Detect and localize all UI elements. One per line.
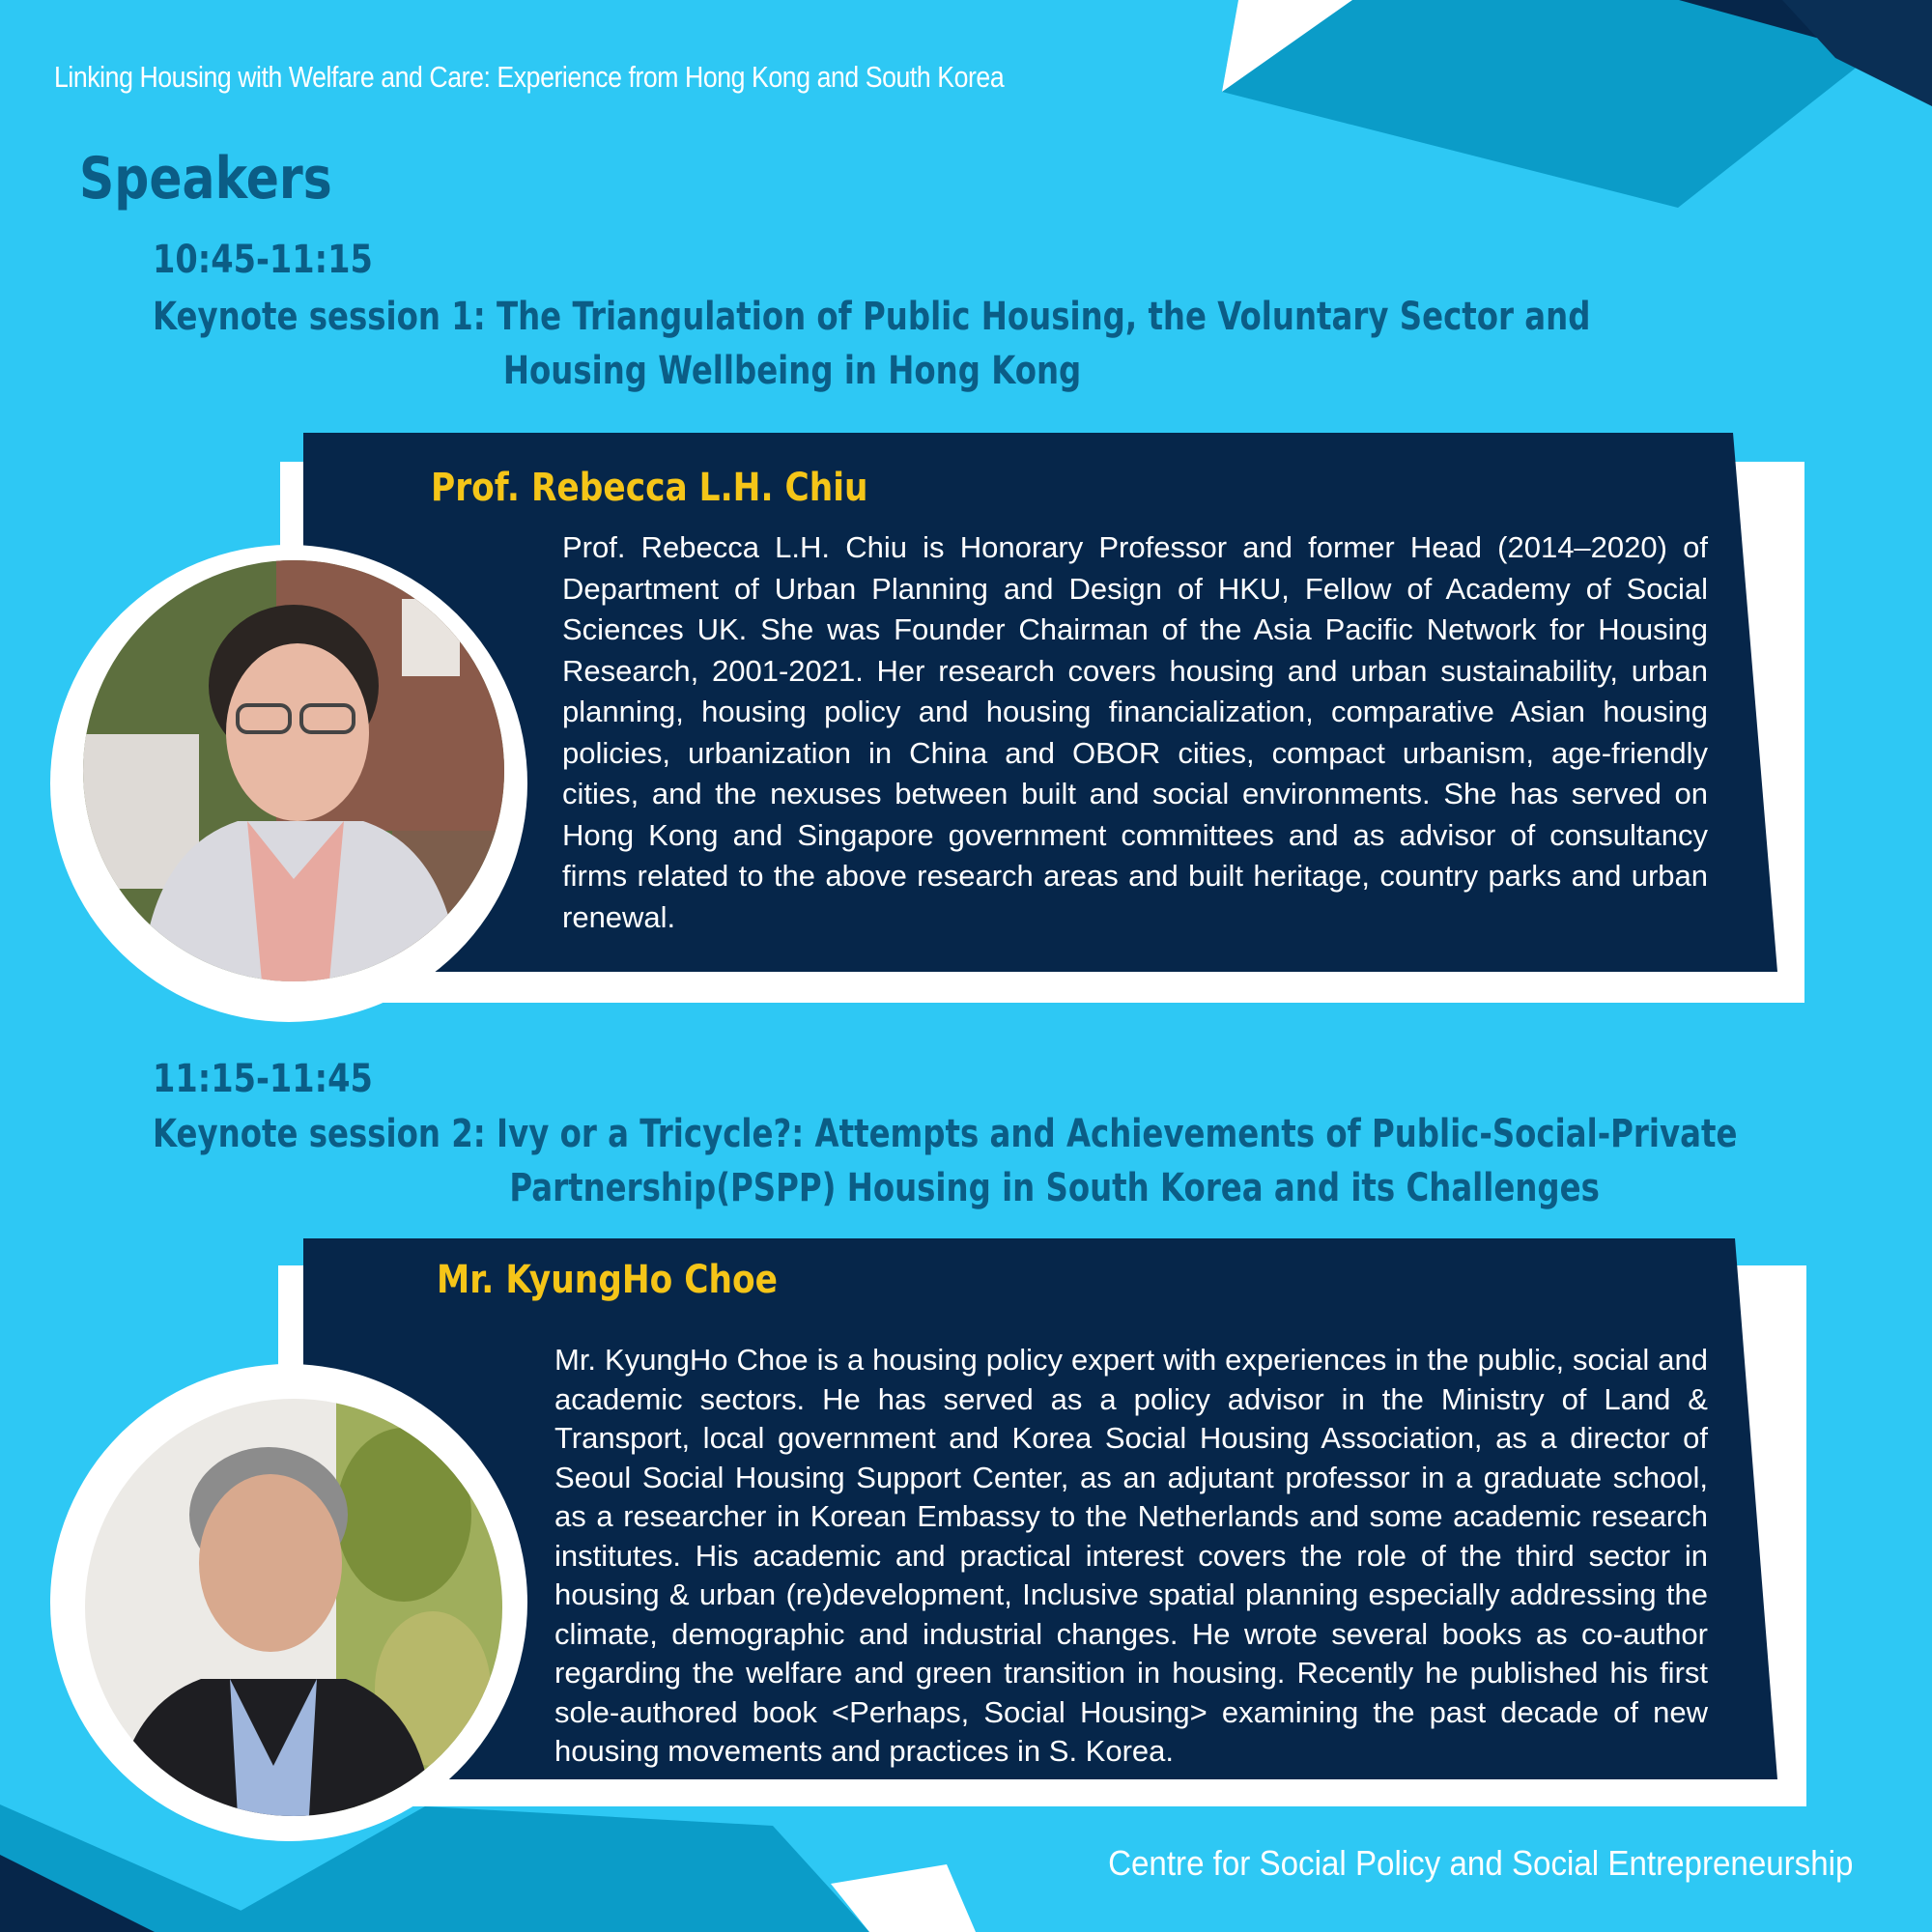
session-1-time: 10:45-11:15 — [153, 238, 373, 282]
page-heading: Speakers — [79, 145, 332, 213]
speaker-1-portrait-image — [83, 560, 504, 981]
event-title: Linking Housing with Welfare and Care: Experience from Hong Kong and South Korea — [54, 60, 1005, 94]
speaker-2-photo — [85, 1399, 502, 1816]
session-2-title — [153, 1107, 1737, 1215]
session-2-time: 11:15-11:45 — [153, 1057, 373, 1101]
footer-organization: Centre for Social Policy and Social Entrepreneurship — [1107, 1843, 1853, 1883]
speaker-1-bio: Prof. Rebecca L.H. Chiu is Honorary Professor and former Head (2014–2020) of Department of Urban Planning and Design of HKU, Fellow of Academy of Social Sciences UK. She was Founder Chairman of the Asia Pacific Network for Housing Research, 2001-2021. Her research covers housing and urban sustainability, urban planning, housing policy and housing financialization, comparative Asian housing policies, urbanization in China and OBOR cities, compact urbanism, age-friendly cities, and the nexuses between built and social environments. She has served on Hong Kong and Singapore government committees and as advisor of consultancy firms related to the above research areas and built heritage, country parks and urban renewal. — [562, 530, 1708, 934]
speaker-2-portrait-image — [85, 1399, 502, 1816]
speaker-2-name: Mr. KyungHo Choe — [437, 1258, 778, 1302]
session-2-title-line2: Partnership(PSPP) Housing in South Korea and its Challenges — [509, 1166, 1600, 1210]
speaker-2-bio: Mr. KyungHo Choe is a housing policy expert with experiences in the public, social and academic sectors. He has served as a policy advisor in the Ministry of Land & Transport, local government and Korea Social Housing Association, as a director of Seoul Social Housing Support Center, as an adjutant professor in a graduate school, as a researcher in Korean Embassy to the Netherlands and some academic research institutes. His academic and practical interest covers the role of the third sector in housing & urban (re)development, Inclusive spatial planning especially addressing the climate, demographic and industrial changes. He wrote several books as co-author regarding the welfare and green transition in housing. Recently he published his first sole-authored book <Perhaps, Social Housing> examining the past decade of new housing movements and practices in S. Korea. — [554, 1343, 1708, 1768]
session-2-title-line1: Keynote session 2: Ivy or a Tricycle?: Attempts and Achievements of Public-Social-Private — [153, 1112, 1738, 1156]
speaker-1-photo — [83, 560, 504, 981]
speaker-1-name: Prof. Rebecca L.H. Chiu — [431, 466, 868, 510]
session-1-title-line1: Keynote session 1: The Triangulation of Public Housing, the Voluntary Sector and — [153, 295, 1591, 339]
session-1-title — [153, 290, 1590, 398]
session-1-title-line2: Housing Wellbeing in Hong Kong — [502, 349, 1082, 393]
